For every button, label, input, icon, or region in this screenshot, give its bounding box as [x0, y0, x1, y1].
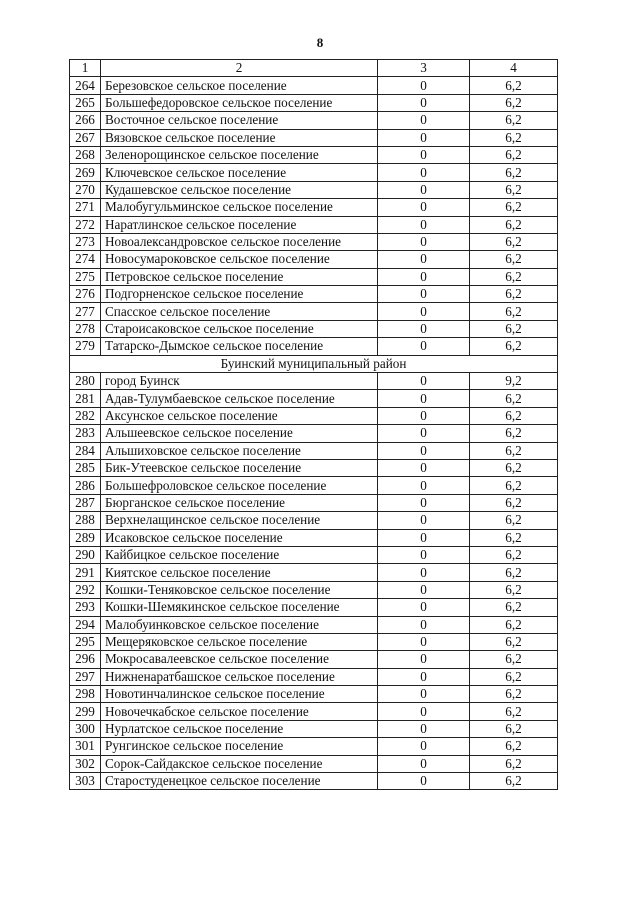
value-col-3: 0: [378, 581, 470, 598]
row-number: 278: [70, 320, 101, 337]
value-col-3: 0: [378, 338, 470, 355]
settlement-name: Новочечкабское сельское поселение: [101, 703, 378, 720]
settlement-name: Кошки-Шемякинское сельское поселение: [101, 599, 378, 616]
value-col-3: 0: [378, 181, 470, 198]
settlement-name: Исаковское сельское поселение: [101, 529, 378, 546]
value-col-4: 6,2: [470, 668, 558, 685]
row-number: 279: [70, 338, 101, 355]
value-col-4: 6,2: [470, 407, 558, 424]
value-col-4: 6,2: [470, 320, 558, 337]
value-col-3: 0: [378, 303, 470, 320]
value-col-4: 6,2: [470, 738, 558, 755]
table-row: [70, 581, 558, 598]
row-number: 287: [70, 494, 101, 511]
value-col-4: 6,2: [470, 686, 558, 703]
value-col-4: 6,2: [470, 546, 558, 563]
settlement-name: Новотинчалинское сельское поселение: [101, 686, 378, 703]
section-row: [70, 355, 558, 372]
row-number: 281: [70, 390, 101, 407]
settlement-name: Малобугульминское сельское поселение: [101, 199, 378, 216]
table-row: [70, 320, 558, 337]
value-col-4: 6,2: [470, 286, 558, 303]
row-number: 294: [70, 616, 101, 633]
table-row: [70, 442, 558, 459]
row-number: 275: [70, 268, 101, 285]
value-col-3: 0: [378, 773, 470, 790]
settlement-name: Нижненаратбашское сельское поселение: [101, 668, 378, 685]
value-col-4: 6,2: [470, 77, 558, 94]
row-number: 276: [70, 286, 101, 303]
table-row: [70, 146, 558, 163]
table-row: [70, 268, 558, 285]
value-col-3: 0: [378, 286, 470, 303]
table-row: [70, 373, 558, 390]
table-row: [70, 216, 558, 233]
value-col-4: 6,2: [470, 425, 558, 442]
value-col-3: 0: [378, 112, 470, 129]
value-col-4: 6,2: [470, 599, 558, 616]
row-number: 303: [70, 773, 101, 790]
value-col-4: 6,2: [470, 616, 558, 633]
settlement-name: Старостуденецкое сельское поселение: [101, 773, 378, 790]
table-header-row: [70, 60, 558, 77]
value-col-4: 6,2: [470, 529, 558, 546]
row-number: 296: [70, 651, 101, 668]
value-col-4: 6,2: [470, 651, 558, 668]
value-col-3: 0: [378, 686, 470, 703]
table-row: [70, 164, 558, 181]
value-col-4: 6,2: [470, 720, 558, 737]
table-row: [70, 407, 558, 424]
value-col-3: 0: [378, 738, 470, 755]
value-col-4: 6,2: [470, 164, 558, 181]
settlement-name: Ключевское сельское поселение: [101, 164, 378, 181]
table-row: [70, 703, 558, 720]
value-col-4: 6,2: [470, 94, 558, 111]
settlement-name: Киятское сельское поселение: [101, 564, 378, 581]
table-body: [70, 60, 558, 790]
settlement-name: Верхнелащинское сельское поселение: [101, 512, 378, 529]
value-col-4: 6,2: [470, 129, 558, 146]
row-number: 266: [70, 112, 101, 129]
settlement-name: Новосумароковское сельское поселение: [101, 251, 378, 268]
settlement-name: Татарско-Дымское сельское поселение: [101, 338, 378, 355]
value-col-4: 6,2: [470, 633, 558, 650]
row-number: 271: [70, 199, 101, 216]
value-col-4: 6,2: [470, 459, 558, 476]
table-row: [70, 755, 558, 772]
value-col-4: 6,2: [470, 338, 558, 355]
settlement-name: Малобуинковское сельское поселение: [101, 616, 378, 633]
value-col-4: 6,2: [470, 251, 558, 268]
value-col-3: 0: [378, 442, 470, 459]
row-number: 274: [70, 251, 101, 268]
table-row: [70, 338, 558, 355]
settlement-name: Большефроловское сельское поселение: [101, 477, 378, 494]
settlement-name: Кудашевское сельское поселение: [101, 181, 378, 198]
value-col-3: 0: [378, 390, 470, 407]
value-col-3: 0: [378, 129, 470, 146]
value-col-3: 0: [378, 77, 470, 94]
value-col-3: 0: [378, 216, 470, 233]
value-col-3: 0: [378, 477, 470, 494]
settlement-name: Сорок-Сайдакское сельское поселение: [101, 755, 378, 772]
settlement-name: Вязовское сельское поселение: [101, 129, 378, 146]
value-col-3: 0: [378, 546, 470, 563]
value-col-3: 0: [378, 268, 470, 285]
value-col-3: 0: [378, 529, 470, 546]
value-col-3: 0: [378, 459, 470, 476]
row-number: 300: [70, 720, 101, 737]
value-col-3: 0: [378, 407, 470, 424]
row-number: 290: [70, 546, 101, 563]
table-row: [70, 599, 558, 616]
value-col-3: 0: [378, 164, 470, 181]
table-row: [70, 181, 558, 198]
table-row: [70, 494, 558, 511]
value-col-3: 0: [378, 512, 470, 529]
settlement-name: Подгорненское сельское поселение: [101, 286, 378, 303]
value-col-4: 6,2: [470, 146, 558, 163]
value-col-3: 0: [378, 94, 470, 111]
row-number: 284: [70, 442, 101, 459]
value-col-3: 0: [378, 425, 470, 442]
row-number: 267: [70, 129, 101, 146]
header-col-4: 4: [470, 60, 558, 77]
value-col-4: 6,2: [470, 112, 558, 129]
settlements-table: [69, 59, 558, 790]
table-row: [70, 633, 558, 650]
table-row: [70, 738, 558, 755]
header-col-2: 2: [101, 60, 378, 77]
settlement-name: Бик-Утеевское сельское поселение: [101, 459, 378, 476]
settlement-name: Спасское сельское поселение: [101, 303, 378, 320]
table-row: [70, 686, 558, 703]
row-number: 286: [70, 477, 101, 494]
settlement-name: Староисаковское сельское поселение: [101, 320, 378, 337]
value-col-4: 6,2: [470, 494, 558, 511]
settlement-name: Аксунское сельское поселение: [101, 407, 378, 424]
table-row: [70, 616, 558, 633]
table-row: [70, 425, 558, 442]
table-row: [70, 651, 558, 668]
table-row: [70, 112, 558, 129]
value-col-3: 0: [378, 633, 470, 650]
settlement-name: Новоалександровское сельское поселение: [101, 233, 378, 250]
value-col-3: 0: [378, 494, 470, 511]
settlement-name: Мокросавалеевское сельское поселение: [101, 651, 378, 668]
value-col-4: 6,2: [470, 216, 558, 233]
row-number: 285: [70, 459, 101, 476]
page-number: 8: [316, 35, 324, 50]
settlement-name: Большефедоровское сельское поселение: [101, 94, 378, 111]
settlement-name: Адав-Тулумбаевское сельское поселение: [101, 390, 378, 407]
table-row: [70, 129, 558, 146]
value-col-3: 0: [378, 199, 470, 216]
value-col-3: 0: [378, 651, 470, 668]
table-row: [70, 459, 558, 476]
header-col-3: 3: [378, 60, 470, 77]
value-col-4: 9,2: [470, 373, 558, 390]
row-number: 268: [70, 146, 101, 163]
value-col-3: 0: [378, 720, 470, 737]
row-number: 291: [70, 564, 101, 581]
settlement-name: Березовское сельское поселение: [101, 77, 378, 94]
value-col-4: 6,2: [470, 233, 558, 250]
row-number: 282: [70, 407, 101, 424]
value-col-4: 6,2: [470, 268, 558, 285]
value-col-4: 6,2: [470, 581, 558, 598]
value-col-4: 6,2: [470, 773, 558, 790]
row-number: 301: [70, 738, 101, 755]
row-number: 283: [70, 425, 101, 442]
table-row: [70, 720, 558, 737]
row-number: 289: [70, 529, 101, 546]
row-number: 302: [70, 755, 101, 772]
value-col-3: 0: [378, 233, 470, 250]
row-number: 273: [70, 233, 101, 250]
settlement-name: Рунгинское сельское поселение: [101, 738, 378, 755]
row-number: 269: [70, 164, 101, 181]
table-row: [70, 564, 558, 581]
value-col-3: 0: [378, 146, 470, 163]
value-col-3: 0: [378, 373, 470, 390]
table-row: [70, 233, 558, 250]
row-number: 298: [70, 686, 101, 703]
row-number: 277: [70, 303, 101, 320]
value-col-4: 6,2: [470, 512, 558, 529]
table-row: [70, 477, 558, 494]
settlement-name: Кайбицкое сельское поселение: [101, 546, 378, 563]
table-row: [70, 668, 558, 685]
value-col-3: 0: [378, 251, 470, 268]
settlement-name: Зеленорощинское сельское поселение: [101, 146, 378, 163]
value-col-3: 0: [378, 564, 470, 581]
table-row: [70, 77, 558, 94]
settlement-name: Восточное сельское поселение: [101, 112, 378, 129]
table-row: [70, 94, 558, 111]
table-row: [70, 199, 558, 216]
settlement-name: Альшеевское сельское поселение: [101, 425, 378, 442]
row-number: 295: [70, 633, 101, 650]
value-col-4: 6,2: [470, 442, 558, 459]
value-col-4: 6,2: [470, 303, 558, 320]
value-col-3: 0: [378, 703, 470, 720]
settlement-name: Бюрганское сельское поселение: [101, 494, 378, 511]
settlement-name: город Буинск: [101, 373, 378, 390]
table-row: [70, 303, 558, 320]
row-number: 264: [70, 77, 101, 94]
value-col-4: 6,2: [470, 755, 558, 772]
settlement-name: Мещеряковское сельское поселение: [101, 633, 378, 650]
row-number: 288: [70, 512, 101, 529]
row-number: 292: [70, 581, 101, 598]
row-number: 270: [70, 181, 101, 198]
settlement-name: Наратлинское сельское поселение: [101, 216, 378, 233]
table-row: [70, 512, 558, 529]
value-col-3: 0: [378, 755, 470, 772]
value-col-4: 6,2: [470, 390, 558, 407]
settlement-name: Кошки-Теняковское сельское поселение: [101, 581, 378, 598]
value-col-4: 6,2: [470, 181, 558, 198]
row-number: 299: [70, 703, 101, 720]
section-title: Буинский муниципальный район: [70, 355, 558, 372]
row-number: 293: [70, 599, 101, 616]
header-col-1: 1: [70, 60, 101, 77]
value-col-4: 6,2: [470, 564, 558, 581]
settlement-name: Нурлатское сельское поселение: [101, 720, 378, 737]
table-row: [70, 390, 558, 407]
value-col-3: 0: [378, 599, 470, 616]
table-row: [70, 529, 558, 546]
value-col-4: 6,2: [470, 703, 558, 720]
row-number: 265: [70, 94, 101, 111]
value-col-4: 6,2: [470, 477, 558, 494]
value-col-3: 0: [378, 616, 470, 633]
table-row: [70, 251, 558, 268]
table-row: [70, 773, 558, 790]
value-col-3: 0: [378, 320, 470, 337]
value-col-3: 0: [378, 668, 470, 685]
value-col-4: 6,2: [470, 199, 558, 216]
row-number: 297: [70, 668, 101, 685]
settlement-name: Альшиховское сельское поселение: [101, 442, 378, 459]
table-row: [70, 546, 558, 563]
settlement-name: Петровское сельское поселение: [101, 268, 378, 285]
row-number: 272: [70, 216, 101, 233]
table-row: [70, 286, 558, 303]
row-number: 280: [70, 373, 101, 390]
